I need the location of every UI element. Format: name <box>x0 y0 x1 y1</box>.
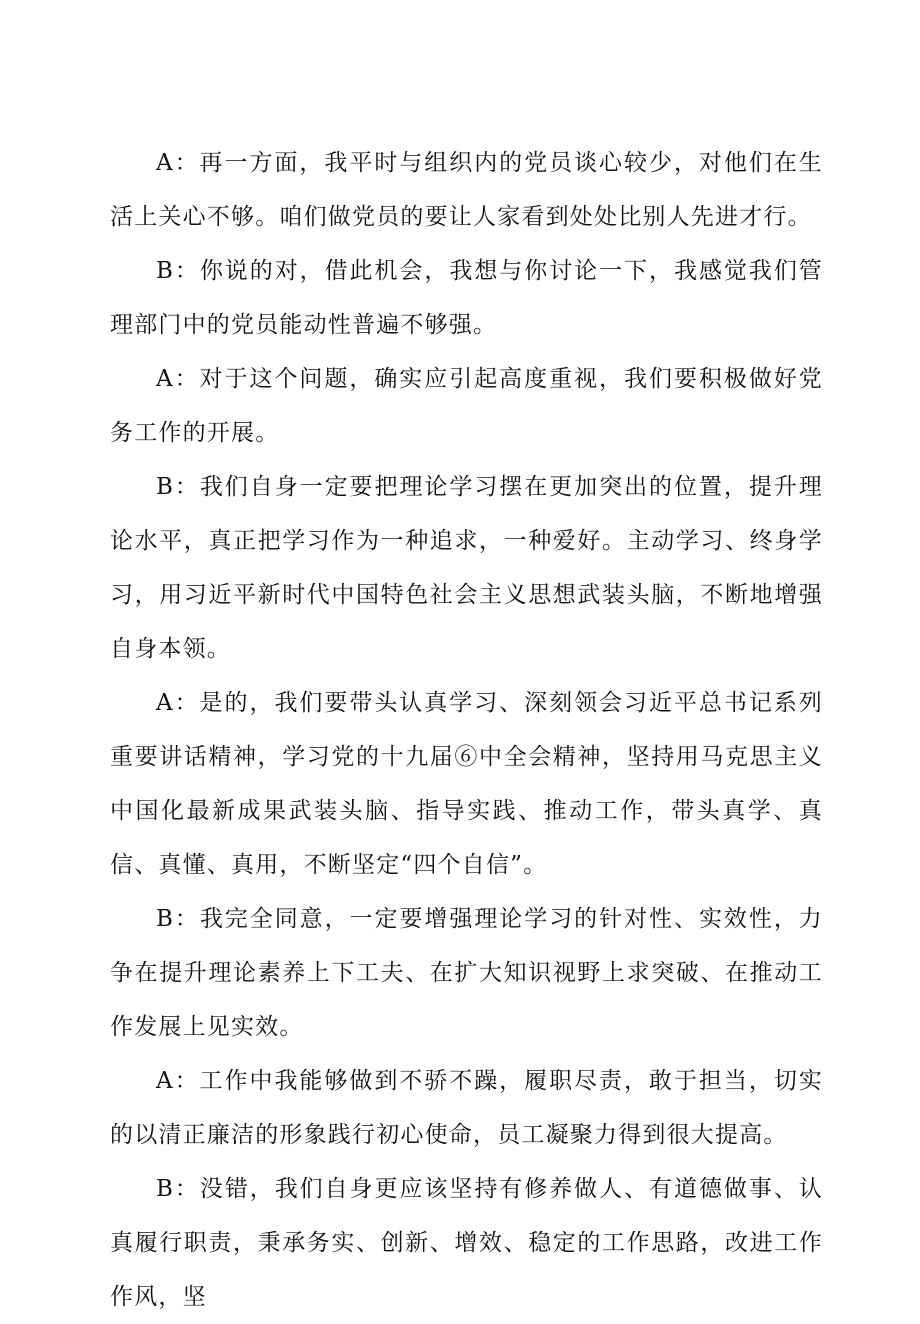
document-body <box>110 136 823 1324</box>
dialogue-paragraph-3: A：对于这个问题，确实应引起高度重视，我们要积极做好党务工作的开展。 <box>110 366 823 446</box>
dialogue-paragraph-6: B：我完全同意，一定要增强理论学习的针对性、实效性，力争在提升理论素养上下工夫、在扩大知识视野上求突破、在推动工作发展上见实效。 <box>110 906 823 1040</box>
dialogue-paragraph-5: A：是的，我们要带头认真学习、深刻领会习近平总书记系列重要讲话精神，学习党的十九届⑥中全会精神，坚持用马克思主义中国化最新成果武装头脑、指导实践、推动工作，带头真学、真信、真懂、真用，不断坚定“四个自信”。 <box>110 690 823 878</box>
dialogue-paragraph-2: B：你说的对，借此机会，我想与你讨论一下，我感觉我们管理部门中的党员能动性普遍不够强。 <box>110 258 823 338</box>
dialogue-paragraph-1: A：再一方面，我平时与组织内的党员谈心较少，对他们在生活上关心不够。咱们做党员的要让人家看到处处比别人先进才行。 <box>110 150 823 230</box>
dialogue-paragraph-7: A：工作中我能够做到不骄不躁，履职尽责，敢于担当，切实的以清正廉洁的形象践行初心使命，员工凝聚力得到很大提高。 <box>110 1068 823 1148</box>
dialogue-paragraph-8: B：没错，我们自身更应该坚持有修养做人、有道德做事、认真履行职责，秉承务实、创新、增效、稳定的工作思路，改进工作作风，坚 <box>110 1176 823 1310</box>
dialogue-paragraph-4: B：我们自身一定要把理论学习摆在更加突出的位置，提升理论水平，真正把学习作为一种追求，一种爱好。主动学习、终身学习，用习近平新时代中国特色社会主义思想武装头脑，不断地增强自身本领。 <box>110 474 823 662</box>
